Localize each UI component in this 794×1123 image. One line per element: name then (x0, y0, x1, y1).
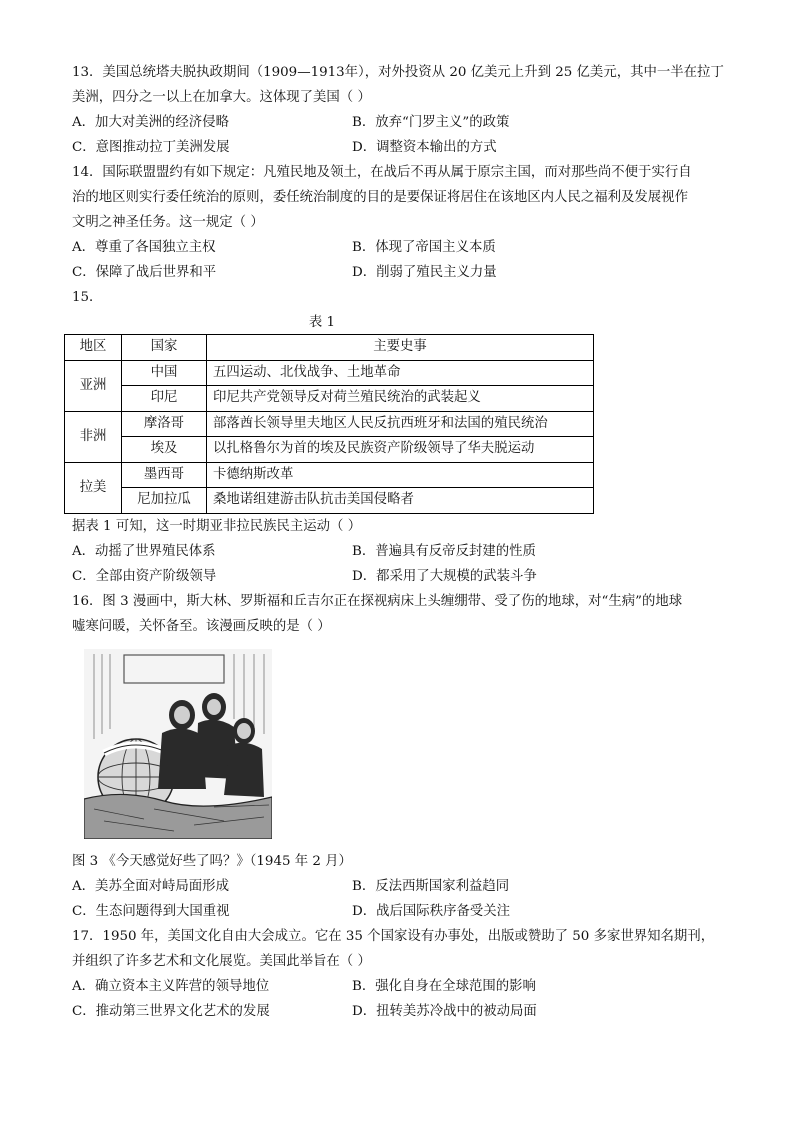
q15-option-c[interactable]: C．全部由资产阶级领导 (72, 568, 217, 584)
table-region-asia: 亚洲 (65, 360, 122, 411)
table-event: 卡德纳斯改革 (207, 462, 594, 488)
q16-stem-line1: 16．图 3 漫画中，斯大林、罗斯福和丘吉尔正在探视病床上头缠绷带、受了伤的地球，对“生病”的地球 (72, 593, 683, 609)
table-header-country: 国家 (122, 335, 207, 361)
q14-option-c[interactable]: C．保障了战后世界和平 (72, 265, 217, 280)
q15-option-b[interactable]: B．普遍具有反帝反封建的性质 (352, 543, 536, 559)
question-16 (72, 589, 722, 924)
table-country: 尼加拉瓜 (122, 488, 207, 514)
q13-stem-line1: 13．美国总统塔夫脱执政期间（1909—1913年），对外投资从 20 亿美元上升到 25 亿美元，其中一半在拉丁 (72, 65, 724, 80)
q15-stem: 据表 1 可知，这一时期亚非拉民族民主运动（ ） (72, 518, 362, 534)
question-15 (72, 285, 722, 589)
figure-caption: 图 3 《今天感觉好些了吗？》（1945 年 2 月） (72, 853, 352, 869)
q15-option-a[interactable]: A．动摇了世界殖民体系 (72, 543, 216, 559)
question-17 (72, 924, 722, 1024)
table-country: 中国 (122, 360, 207, 386)
table-event: 印尼共产党领导反对荷兰殖民统治的武装起义 (207, 386, 594, 412)
q14-option-d[interactable]: D．削弱了殖民主义力量 (352, 265, 497, 280)
q17-option-a[interactable]: A．确立资本主义阵营的领导地位 (72, 978, 270, 994)
q17-option-c[interactable]: C．推动第三世界文化艺术的发展 (72, 1003, 270, 1019)
table-region-africa: 非洲 (65, 411, 122, 462)
table-caption: 表 1 (308, 315, 336, 330)
table-row (65, 411, 594, 437)
q14-options-row2 (72, 260, 722, 285)
q14-stem-line1: 14．国际联盟盟约有如下规定：凡殖民地及领土，在战后不再从属于原宗主国，而对那些尚不便于实行自 (72, 165, 692, 180)
q15-options-row1 (72, 539, 722, 564)
table-event: 部落酋长领导里夫地区人民反抗西班牙和法国的殖民统治 (207, 411, 594, 437)
table-country: 摩洛哥 (122, 411, 207, 437)
q14-option-a[interactable]: A．尊重了各国独立主权 (72, 240, 216, 255)
q13-option-d[interactable]: D．调整资本输出的方式 (352, 140, 497, 155)
table-event: 桑地诺组建游击队抗击美国侵略者 (207, 488, 594, 514)
q15-number: 15． (72, 290, 103, 305)
q14-options-row1 (72, 235, 722, 260)
q16-options-row2 (72, 899, 722, 924)
q17-stem-line2: 并组织了许多艺术和文化展览。美国此举旨在（ ） (72, 953, 371, 969)
q17-option-b[interactable]: B．强化自身在全球范围的影响 (352, 978, 536, 994)
q14-stem-line2: 治的地区则实行委任统治的原则，委任统治制度的目的是要保证将居住在该地区内人民之福利及发展视作 (72, 190, 688, 205)
q16-stem-line2: 嘘寒问暖，关怀备至。该漫画反映的是（ ） (72, 618, 331, 634)
q13-option-c[interactable]: C．意图推动拉丁美洲发展 (72, 140, 230, 155)
q16-option-d[interactable]: D．战后国际秩序备受关注 (352, 903, 511, 919)
table-row (65, 488, 594, 514)
question-14 (72, 160, 722, 285)
q16-option-c[interactable]: C．生态问题得到大国重视 (72, 903, 230, 919)
q16-option-a[interactable]: A．美苏全面对峙局面形成 (72, 878, 229, 894)
q13-options-row1 (72, 110, 722, 135)
table-event: 五四运动、北伐战争、土地革命 (207, 360, 594, 386)
table-row (65, 462, 594, 488)
table-row (65, 360, 594, 386)
table-country: 印尼 (122, 386, 207, 412)
table-event: 以扎格鲁尔为首的埃及民族资产阶级领导了华夫脱运动 (207, 437, 594, 463)
q13-stem-line2: 美洲，四分之一以上在加拿大。这体现了美国（ ） (72, 90, 371, 105)
table-header-row (65, 335, 594, 361)
table-region-latin-america: 拉美 (65, 462, 122, 513)
q14-stem-line3: 文明之神圣任务。这一规定（ ） (72, 215, 264, 230)
question-13 (72, 60, 722, 160)
table-header-events: 主要史事 (207, 335, 594, 361)
q13-options-row2 (72, 135, 722, 160)
cartoon-illustration (84, 649, 272, 839)
q15-option-d[interactable]: D．都采用了大规模的武装斗争 (352, 568, 537, 584)
q17-options-row1 (72, 974, 722, 999)
q14-option-b[interactable]: B．体现了帝国主义本质 (352, 240, 496, 255)
q17-options-row2 (72, 999, 722, 1024)
table-row (65, 437, 594, 463)
q16-option-b[interactable]: B．反法西斯国家利益趋同 (352, 878, 510, 894)
q15-options-row2 (72, 564, 722, 589)
table-country: 埃及 (122, 437, 207, 463)
table-country: 墨西哥 (122, 462, 207, 488)
q16-options-row1 (72, 874, 722, 899)
history-table (64, 334, 594, 514)
q13-option-a[interactable]: A．加大对美洲的经济侵略 (72, 115, 229, 130)
q17-option-d[interactable]: D．扭转美苏冷战中的被动局面 (352, 1003, 537, 1019)
exam-page (72, 60, 722, 1024)
table-row (65, 386, 594, 412)
table-header-region: 地区 (65, 335, 122, 361)
q13-option-b[interactable]: B．放弃“门罗主义”的政策 (352, 115, 510, 130)
q17-stem-line1: 17．1950 年，美国文化自由大会成立。它在 35 个国家设有办事处，出版或赞助了 50 多家世界知名期刊， (72, 928, 715, 944)
